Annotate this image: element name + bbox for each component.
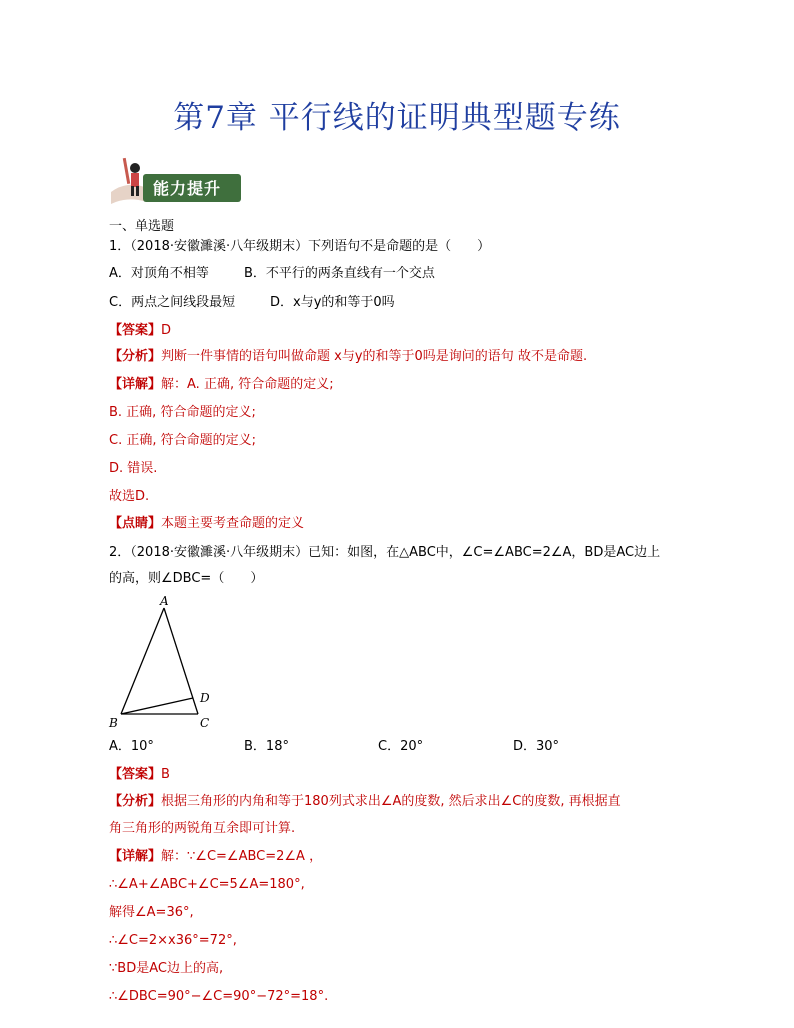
q1-answer: [109, 322, 171, 340]
q1-analysis: [109, 348, 587, 366]
q2-stem-line-1: 2．（2018·安徽濉溪·八年级期末）已知：如图，在△ABC中，∠C=∠ABC=2∠A，BD是AC边上: [109, 545, 661, 560]
analysis-tag: 【分析】: [109, 349, 162, 364]
analysis-text: 根据三角形的内角和等于180列式求出∠A的度数, 然后求出∠C的度数, 再根据直: [161, 794, 621, 809]
q2-detail-line-4: ∴∠C=2×x36°=72°,: [109, 933, 237, 948]
answer-tag: 【答案】: [109, 323, 162, 338]
q2-detail: [109, 848, 322, 866]
q2-detail-line-5: ∵BD是AC边上的高,: [109, 961, 224, 976]
q2-analysis-line-2: 角三角形的两锐角互余即可计算.: [109, 821, 296, 836]
q2-option-a: A．10°: [109, 739, 154, 754]
q1-comment: [109, 515, 304, 533]
detail-tag: 【详解】: [109, 849, 162, 864]
answer-value: B: [161, 767, 170, 782]
q2-analysis: [109, 793, 621, 811]
section-heading: 一、单选题: [109, 219, 175, 234]
q1-stem: 1．（2018·安徽濉溪·八年级期末）下列语句不是命题的是（ ）: [109, 239, 491, 254]
q2-option-d: D．30°: [513, 739, 560, 754]
comment-text: 本题主要考查命题的定义: [161, 516, 305, 531]
q1-detail-line-5: 故选D.: [109, 489, 150, 504]
q1-detail-line-3: C. 正确, 符合命题的定义;: [109, 433, 256, 448]
side-ab: [121, 608, 164, 714]
segment-bd: [121, 698, 193, 714]
detail-tag: 【详解】: [109, 377, 162, 392]
q1-option-b: B．不平行的两条直线有一个交点: [244, 266, 435, 281]
q1-detail-line-4: D. 错误.: [109, 461, 158, 476]
detail-text: 解：∵∠C=∠ABC=2∠A ，: [161, 849, 323, 864]
q2-stem-line-2: 的高，则∠DBC=（ ）: [109, 571, 264, 586]
q1-detail: [109, 376, 334, 394]
comment-tag: 【点睛】: [109, 516, 162, 531]
triangle-figure: [105, 590, 225, 735]
label-d: D: [200, 691, 210, 705]
label-b: B: [109, 716, 118, 730]
label-a: A: [160, 594, 169, 608]
q1-option-a: A．对顶角不相等: [109, 266, 209, 281]
q2-option-b: B．18°: [244, 739, 289, 754]
analysis-tag: 【分析】: [109, 794, 162, 809]
section-badge: [107, 152, 242, 207]
answer-tag: 【答案】: [109, 767, 162, 782]
analysis-text: 判断一件事情的语句叫做命题 x与y的和等于0吗是询问的语句 故不是命题.: [161, 349, 588, 364]
page-title: 第7章 平行线的证明典型题专练: [173, 100, 621, 136]
badge-label: 能力提升: [153, 179, 222, 198]
q2-detail-line-3: 解得∠A=36°,: [109, 905, 194, 920]
detail-text: 解：A. 正确, 符合命题的定义;: [161, 377, 334, 392]
q2-option-c: C．20°: [378, 739, 424, 754]
q1-option-d: D．x与y的和等于0吗: [270, 295, 395, 310]
label-c: C: [200, 716, 210, 730]
q2-detail-line-2: ∴∠A+∠ABC+∠C=5∠A=180°,: [109, 877, 305, 892]
q1-option-c: C．两点之间线段最短: [109, 295, 236, 310]
q2-answer: [109, 766, 170, 784]
q2-detail-line-6: ∴∠DBC=90°−∠C=90°−72°=18°.: [109, 989, 329, 1004]
q1-detail-line-2: B. 正确, 符合命题的定义;: [109, 405, 256, 420]
answer-value: D: [161, 323, 172, 338]
